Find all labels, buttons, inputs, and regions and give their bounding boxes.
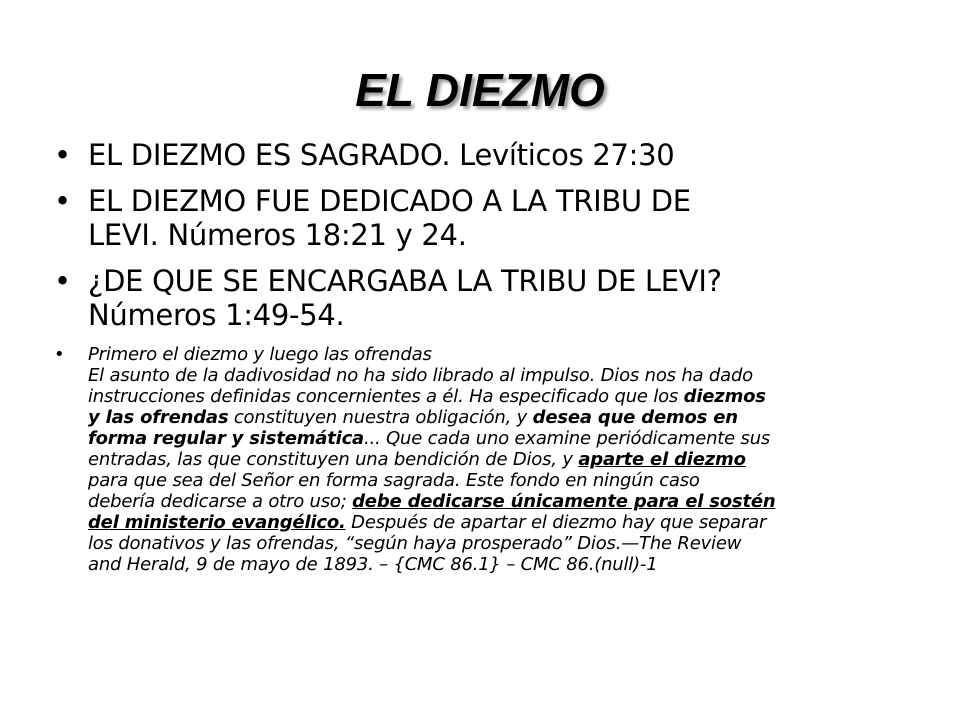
quote-bold-underlined-text: aparte el diezmo	[578, 449, 746, 470]
quote-text: ... Que cada uno examine periódicamente sus	[364, 428, 771, 449]
bullet-dot: •	[54, 344, 65, 365]
quote-line: los donativos y las ofrendas, “según haya prosperado” Dios.—The Review	[88, 533, 742, 554]
bullet-text: Números 1:49-54.	[88, 298, 345, 332]
quote-bold-text: desea que demos en	[532, 407, 738, 428]
bullet-item	[48, 184, 928, 252]
quote-bold-text: diezmos	[683, 386, 766, 407]
quote-bold-text: forma regular y sistemática	[88, 428, 364, 449]
quote-text: Después de apartar el diezmo hay que separar	[345, 512, 767, 533]
bullet-text: ¿DE QUE SE ENCARGABA LA TRIBU DE LEVI?	[88, 264, 722, 298]
quote-line	[88, 512, 928, 533]
bullet-dot: •	[54, 264, 71, 298]
quote-text: debería dedicarse a otro uso;	[88, 491, 353, 512]
quote-line: para que sea del Señor en forma sagrada. Este fondo en ningún caso	[88, 470, 700, 491]
quote-heading: Primero el diezmo y luego las ofrendas	[88, 344, 432, 365]
quote-line	[88, 386, 928, 407]
bullet-dot: •	[54, 184, 71, 218]
bullet-item	[48, 264, 928, 332]
quote-text: constituyen nuestra obligación, y	[228, 407, 533, 428]
bullet-dot: •	[54, 138, 71, 172]
slide-title: EL DIEZMO	[355, 64, 605, 116]
quote-line	[88, 491, 928, 512]
quote-bullet	[48, 344, 928, 575]
bullet-item	[48, 138, 928, 172]
quote-text: entradas, las que constituyen una bendición de Dios, y	[88, 449, 579, 470]
quote-line	[88, 428, 928, 449]
quote-text: instrucciones definidas concernientes a él. Ha especificado que los	[88, 386, 684, 407]
quote-line: and Herald, 9 de mayo de 1893. – {CMC 86.1} – CMC 86.(null)-1	[88, 554, 658, 575]
bullet-text: EL DIEZMO FUE DEDICADO A LA TRIBU DE	[88, 184, 691, 218]
bullet-text: EL DIEZMO ES SAGRADO. Levíticos 27:30	[88, 138, 675, 172]
quote-line	[88, 449, 928, 470]
quote-line: El asunto de la dadivosidad no ha sido librado al impulso. Dios nos ha dado	[88, 365, 753, 386]
bullet-list	[48, 138, 928, 575]
bullet-text: LEVI. Números 18:21 y 24.	[88, 218, 467, 252]
quote-line	[88, 407, 928, 428]
quote-bold-underlined-text: del ministerio evangélico.	[88, 512, 346, 533]
quote-bold-text: y las ofrendas	[88, 407, 229, 428]
quote-bold-underlined-text: debe dedicarse únicamente para el sostén	[352, 491, 776, 512]
